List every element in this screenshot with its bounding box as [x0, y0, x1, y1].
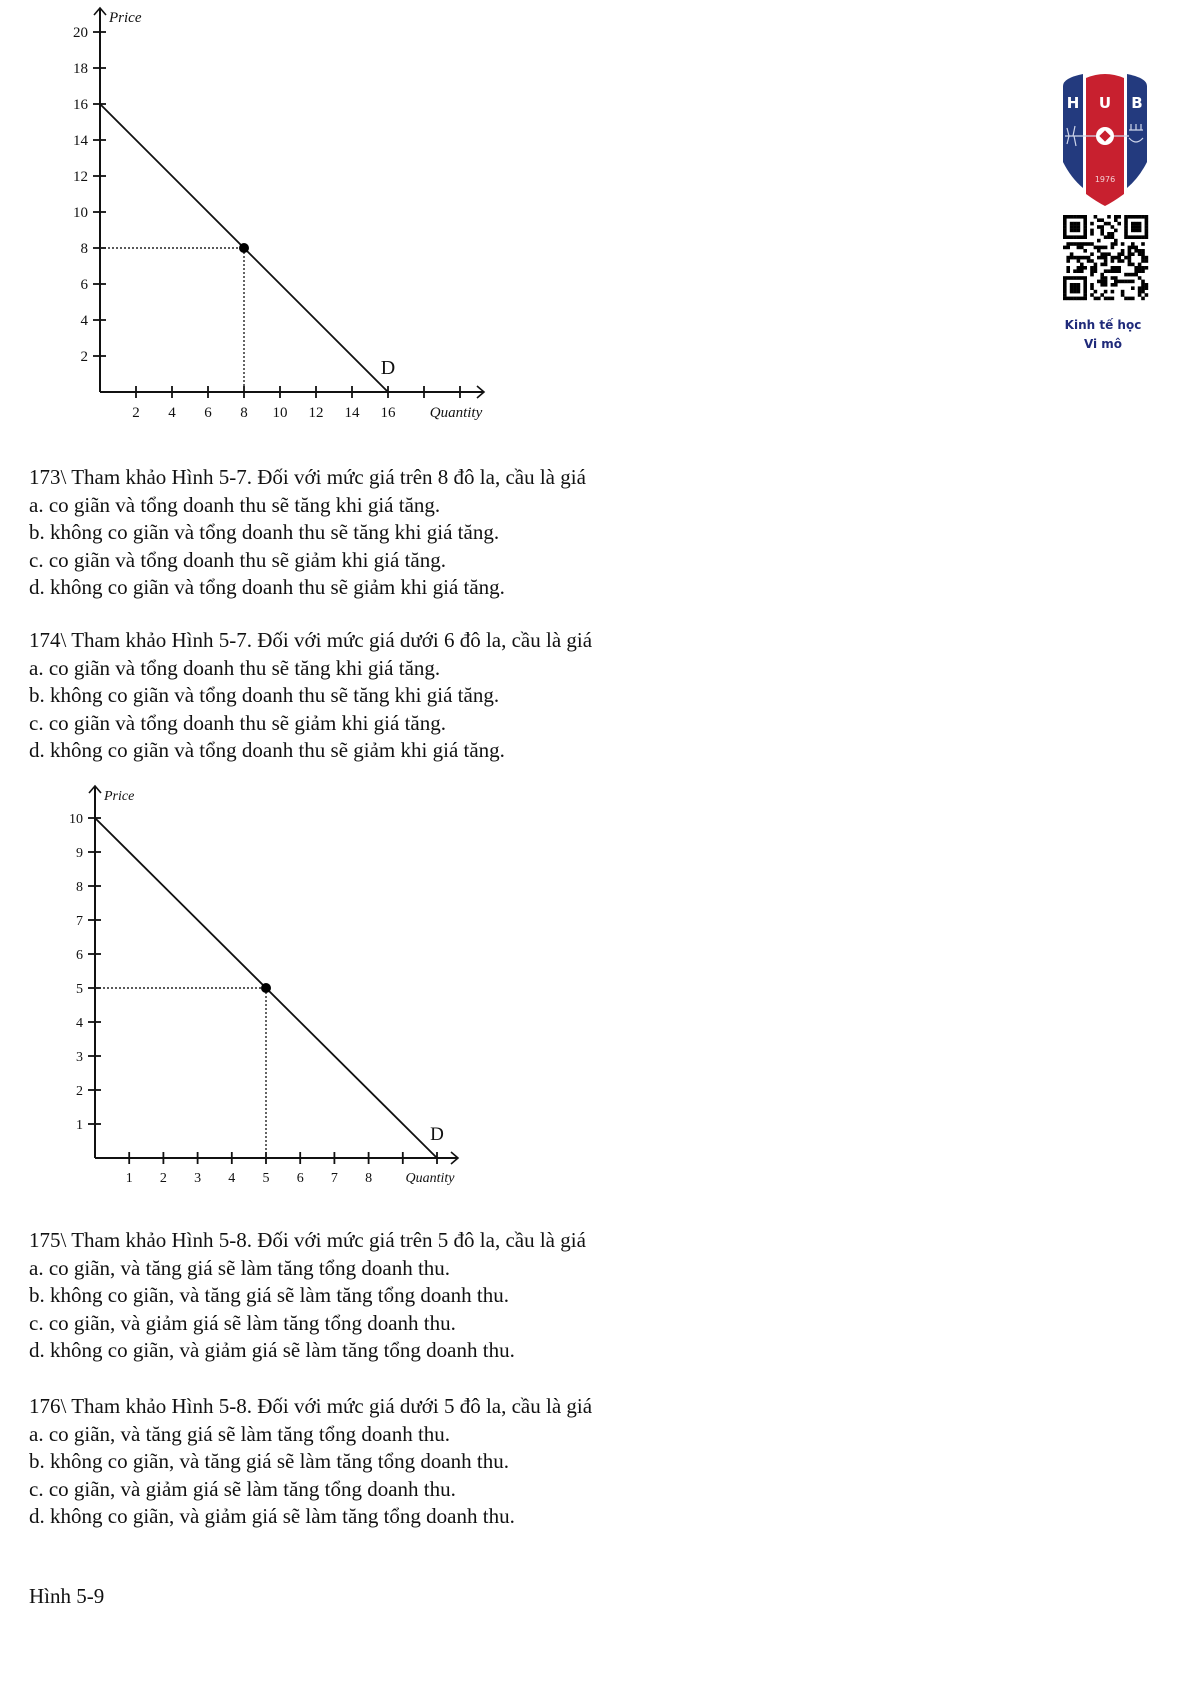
- y-axis-label: Price: [109, 10, 142, 26]
- x-tick-label: 2: [132, 405, 140, 421]
- y-tick-label: 10: [69, 812, 83, 827]
- y-tick-label: 8: [76, 880, 83, 895]
- highlight-point: [261, 983, 271, 993]
- y-tick-label: 6: [76, 948, 83, 963]
- question-stem: 176\ Tham khảo Hình 5-8. Đối với mức giá dưới 5 đô la, cầu là giá: [29, 1394, 593, 1418]
- x-tick-label: 4: [228, 1171, 236, 1186]
- logo-year: 1976: [1094, 175, 1116, 184]
- curve-label-d: D: [430, 1124, 444, 1145]
- y-tick-label: 20: [73, 25, 88, 41]
- demand-chart-5-8: [0, 780, 520, 1200]
- hub-logo: [1055, 70, 1155, 360]
- answer-option-d: d. không co giãn, và giảm giá sẽ làm tăng tổng doanh thu.: [29, 1338, 515, 1362]
- question-176: [29, 1393, 592, 1531]
- qr-code-icon: [1063, 215, 1148, 300]
- x-tick-label: 8: [240, 405, 248, 421]
- x-axis-label: Quantity: [405, 1171, 455, 1186]
- x-tick-label: 5: [262, 1171, 270, 1186]
- x-axis-label: Quantity: [429, 405, 483, 421]
- y-tick-label: 12: [73, 169, 88, 185]
- question-175: [29, 1227, 586, 1365]
- figure-caption: Hình 5-9: [29, 1584, 105, 1608]
- question-174: [29, 627, 592, 765]
- answer-option-b: b. không co giãn, và tăng giá sẽ làm tăng tổng doanh thu.: [29, 1283, 509, 1307]
- x-tick-label: 12: [308, 405, 324, 421]
- answer-option-d: d. không co giãn và tổng doanh thu sẽ giảm khi giá tăng.: [29, 738, 505, 762]
- x-tick-label: 8: [365, 1171, 373, 1186]
- y-tick-label: 3: [76, 1050, 83, 1065]
- x-tick-label: 3: [194, 1171, 202, 1186]
- y-tick-label: 9: [76, 846, 83, 861]
- logo-caption-course: Kinh tế học: [1064, 318, 1142, 332]
- hub-shield-icon: [1063, 74, 1147, 206]
- x-tick-label: 14: [344, 405, 360, 421]
- y-tick-label: 5: [76, 982, 83, 997]
- answer-option-c: c. co giãn và tổng doanh thu sẽ giảm khi giá tăng.: [29, 547, 446, 572]
- y-tick-label: 4: [80, 313, 88, 329]
- answer-option-a: a. co giãn và tổng doanh thu sẽ tăng khi giá tăng.: [29, 492, 441, 517]
- y-tick-label: 10: [73, 205, 88, 221]
- y-tick-label: 18: [73, 61, 88, 77]
- answer-option-b: b. không co giãn và tổng doanh thu sẽ tăng khi giá tăng.: [29, 520, 500, 544]
- highlight-point: [239, 243, 249, 253]
- y-axis-label: Price: [104, 789, 135, 804]
- answer-option-a: a. co giãn, và tăng giá sẽ làm tăng tổng doanh thu.: [29, 1421, 451, 1446]
- answer-option-c: c. co giãn, và giảm giá sẽ làm tăng tổng doanh thu.: [29, 1310, 456, 1335]
- x-tick-label: 4: [168, 405, 176, 421]
- y-tick-label: 16: [73, 97, 88, 113]
- logo-letter-b: B: [1131, 94, 1143, 112]
- y-tick-label: 14: [73, 133, 88, 149]
- curve-label-d: D: [380, 357, 396, 379]
- y-tick-label: 8: [80, 241, 88, 257]
- y-tick-label: 2: [76, 1084, 83, 1099]
- y-tick-label: 4: [76, 1016, 83, 1031]
- x-tick-label: 7: [330, 1171, 338, 1186]
- answer-option-d: d. không co giãn, và giảm giá sẽ làm tăng tổng doanh thu.: [29, 1504, 515, 1528]
- y-tick-label: 7: [76, 914, 83, 929]
- answer-option-c: c. co giãn, và giảm giá sẽ làm tăng tổng doanh thu.: [29, 1476, 456, 1501]
- answer-option-b: b. không co giãn và tổng doanh thu sẽ tăng khi giá tăng.: [29, 683, 500, 707]
- answer-option-a: a. co giãn và tổng doanh thu sẽ tăng khi giá tăng.: [29, 655, 441, 680]
- answer-option-b: b. không co giãn, và tăng giá sẽ làm tăng tổng doanh thu.: [29, 1449, 509, 1473]
- question-stem: 174\ Tham khảo Hình 5-7. Đối với mức giá dưới 6 đô la, cầu là giá: [29, 628, 593, 652]
- question-stem: 173\ Tham khảo Hình 5-7. Đối với mức giá trên 8 đô la, cầu là giá: [29, 465, 586, 489]
- demand-chart-5-7: [0, 0, 520, 440]
- question-stem: 175\ Tham khảo Hình 5-8. Đối với mức giá trên 5 đô la, cầu là giá: [29, 1228, 586, 1252]
- logo-caption-subject: Vi mô: [1083, 337, 1123, 351]
- answer-option-c: c. co giãn và tổng doanh thu sẽ giảm khi giá tăng.: [29, 710, 446, 735]
- x-tick-label: 1: [125, 1171, 133, 1186]
- logo-letter-h: H: [1066, 94, 1080, 112]
- x-tick-label: 10: [272, 405, 288, 421]
- y-tick-label: 2: [80, 349, 88, 365]
- x-tick-label: 6: [296, 1171, 304, 1186]
- answer-option-d: d. không co giãn và tổng doanh thu sẽ giảm khi giá tăng.: [29, 575, 505, 599]
- y-tick-label: 1: [76, 1118, 83, 1133]
- x-tick-label: 2: [159, 1171, 167, 1186]
- logo-letter-u: U: [1098, 94, 1112, 112]
- question-173: [29, 464, 586, 602]
- x-tick-label: 16: [380, 405, 396, 421]
- y-tick-label: 6: [80, 277, 88, 293]
- answer-option-a: a. co giãn, và tăng giá sẽ làm tăng tổng doanh thu.: [29, 1255, 451, 1280]
- x-tick-label: 6: [204, 405, 212, 421]
